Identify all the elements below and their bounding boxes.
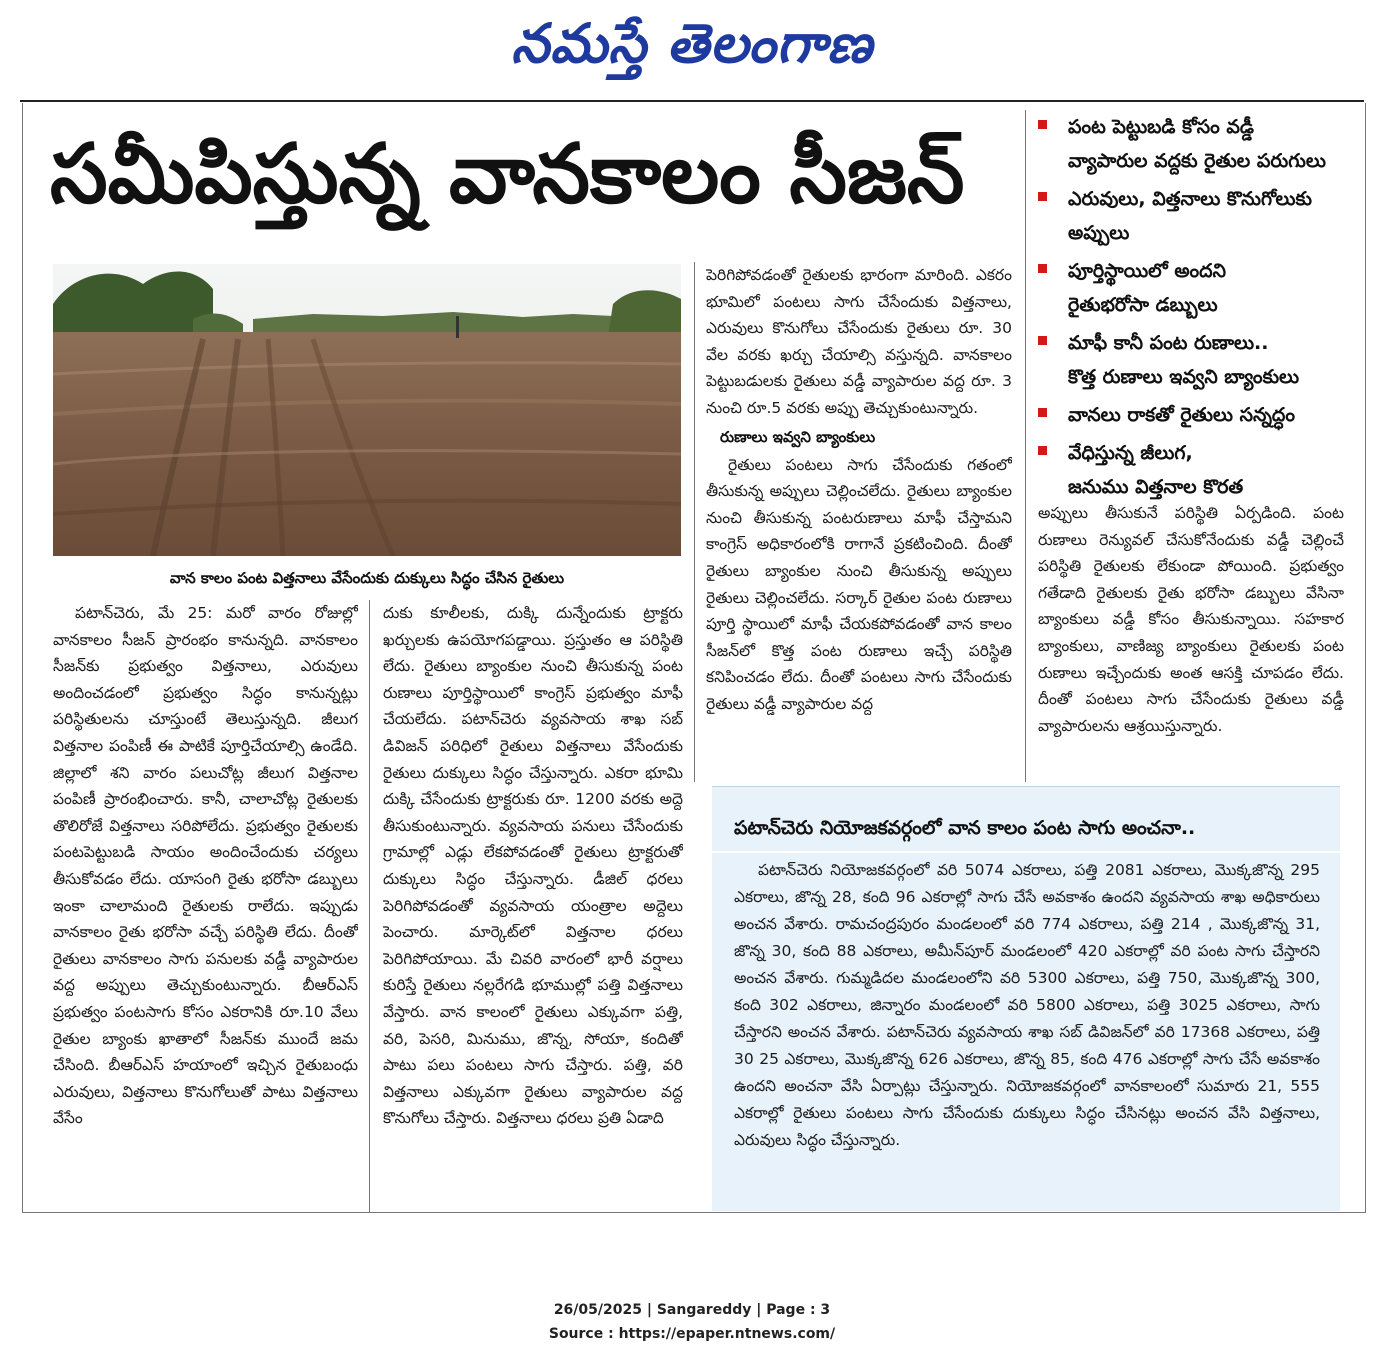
bullet-square-icon bbox=[1038, 336, 1047, 345]
article-paragraph: అప్పులు తీసుకునే పరిస్థితి ఏర్పడింది. పంట రుణాలు రెన్యువల్ చేసుకోనేందుకు వడ్డీ చెల్లించే పరిస్థితి రైతులకు లేకుండా పోయింది. ప్రభుత్వం గతేడాది రైతులకు రైతు భరోసా డబ్బులు వేసినా బ్యాంకులు వడ్డీ కోసం తీసుకున్నాయి. సహకార బ్యాంకులు, వాణిజ్య బ్యాంకులు రైతులకు పంట రుణాలు ఇచ్చేందుకు అంత ఆసక్తి చూపడం లేదు. దీంతో పంటలు సాగు చేసేందుకు రైతులు వడ్డీ వ్యాపారులను ఆశ్రయిస్తున్నారు. bbox=[1038, 504, 1344, 735]
box-divider bbox=[712, 851, 1340, 853]
field-photo bbox=[53, 264, 681, 556]
footer-source: Source : https://epaper.ntnews.com/ bbox=[548, 1326, 836, 1342]
article-column-4 bbox=[1038, 500, 1344, 770]
footer-dateline: 26/05/2025 | Sangareddy | Page : 3 bbox=[553, 1302, 831, 1318]
bullet-square-icon bbox=[1038, 408, 1047, 417]
crop-estimate-box bbox=[712, 786, 1340, 1211]
article-paragraph: పెరిగిపోవడంతో రైతులకు భారంగా మారింది. ఎకరం భూమిలో పంటలు సాగు చేసేందుకు విత్తనాలు, ఎరువులు కొనుగోలు చేసేందుకు రైతులు రూ. 30 వేల వరకు ఖర్చు చేయాల్సి వస్తున్నది. వానకాలం పెట్టుబడులకు రైతులు వడ్డీ వ్యాపారుల వద్ద రూ. 3 నుంచి రూ.5 వరకు అప్పు తెచ్చుకుంటున్నారు. bbox=[706, 266, 1012, 417]
bullet-square-icon bbox=[1038, 192, 1047, 201]
highlight-item bbox=[1038, 182, 1368, 250]
photo-caption: వాన కాలం పంట విత్తనాలు వేసేందుకు దుక్కులు సిద్ధం చేసిన రైతులు bbox=[169, 569, 565, 587]
highlight-item bbox=[1038, 326, 1368, 394]
box-body bbox=[734, 857, 1320, 1207]
highlights-list bbox=[1038, 110, 1368, 508]
highlight-item bbox=[1038, 254, 1368, 322]
box-title: పటాన్‌చెరు నియోజకవర్గంలో వాన కాలం పంట సాగు అంచనా.. bbox=[734, 817, 1196, 839]
highlight-line: ఎరువులు, విత్తనాలు కొనుగోలుకు bbox=[1068, 188, 1312, 210]
highlight-line: రైతుభరోసా డబ్బులు bbox=[1068, 294, 1218, 316]
article-paragraph: పటాన్‌చెరు, మే 25: మరో వారం రోజుల్లో వానకాలం సీజన్ ప్రారంభం కానున్నది. వానకాలం సీజన్‌కు ప్రభుత్వం విత్తనాలు, ఎరువులు అందించడంలో ప్రభుత్వం సిద్ధం కానున్నట్లు పరిస్థితులను చూస్తుంటే తెలుస్తున్నది. జీలుగ విత్తనాల పంపిణీ ఈ పాటికే పూర్తిచేయాల్సి ఉండేది. జిల్లాలో శని వారం పలుచోట్ల జీలుగ విత్తనాల పంపిణీ ప్రారంభించారు. కానీ, చాలాచోట్ల రైతులకు తొలిరోజే విత్తనాలు సరిపోలేదు. ప్రభుత్వం రైతులకు పంటపెట్టుబడి సాయం అందించేందుకు చర్యలు తీసుకోవడం లేదు. యాసంగి రైతు భరోసా డబ్బులు ఇంకా చాలామంది రైతులకు రాలేదు. ఇప్పుడు వానకాలం రైతు భరోసా వచ్చే పరిస్థితి లేదు. దీంతో రైతులు వానకాలం సాగు పనులకు వడ్డీ వ్యాపారుల వద్ద అప్పులు తెచ్చుకుంటున్నారు. బీఆర్‌ఎస్ ప్రభుత్వం పంటసాగు కోసం ఎకరానికి రూ.10 వేలు రైతుల బ్యాంకు ఖాతాలో సీజన్‌కు ముందే జమ చేసింది. బీఆర్‌ఎస్ హయాంలో ఇచ్చిన రైతుబంధు ఎరువులు, విత్తనాలు కొనుగోలుతో పాటు విత్తనాలు వేసేం bbox=[53, 604, 358, 1128]
highlight-line: వేధిస్తున్న జీలుగ, bbox=[1068, 442, 1193, 464]
highlight-line: కొత్త రుణాలు ఇవ్వని బ్యాంకులు bbox=[1068, 366, 1300, 388]
bottom-rule bbox=[22, 1212, 1366, 1213]
highlight-line: పూర్తిస్థాయిలో అందని bbox=[1068, 260, 1226, 282]
column-divider bbox=[369, 600, 370, 1212]
bullet-square-icon bbox=[1038, 446, 1047, 455]
article-column-1 bbox=[53, 600, 358, 1200]
article-paragraph: దుకు కూలీలకు, దుక్కి దున్నేందుకు ట్రాక్టరు ఖర్చులకు ఉపయోగపడ్డాయి. ప్రస్తుతం ఆ పరిస్థితి లేదు. రైతులు బ్యాంకుల నుంచి తీసుకున్న పంట రుణాలు పూర్తిస్థాయిలో కాంగ్రెస్ ప్రభుత్వం మాఫీ చేయలేదు. పటాన్‌చెరు వ్యవసాయ శాఖ సబ్ డివిజన్ పరిధిలో రైతులు విత్తనాలు వేసేందుకు రైతులు దుక్కులు సిద్ధం చేస్తున్నారు. ఎకరా భూమి దుక్కి చేసేందుకు ట్రాక్టరుకు రూ. 1200 వరకు అద్దె తీసుకుంటున్నారు. వ్యవసాయ పనులు చేసేందుకు గ్రామాల్లో ఎడ్లు లేకపోవడంతో రైతులు ట్రాక్టరుతో దుక్కులు సిద్ధం చేస్తున్నారు. డీజిల్ ధరలు పెరిగిపోవడంతో వ్యవసాయ యంత్రాల అద్దెలు పెంచారు. మార్కెట్‌లో విత్తనాల ధరలు పెరిగిపోయాయి. మే చివరి వారంలో భారీ వర్షాలు కురిస్తే రైతులు నల్లరేగడి భూముల్లో పత్తి విత్తనాలు వేస్తారు. వాన కాలంలో రైతులు ఎక్కువగా పత్తి, వరి, పెసరి, మినుము, జొన్న, సోయా, కందితో పాటు పలు పంటలు సాగు చేస్తారు. పత్తి, వరి విత్తనాలు ఎక్కువగా రైతులు వ్యాపారుల వద్ద కొనుగోలు చేస్తారు. విత్తనాలు ధరలు ప్రతి ఏడాది bbox=[383, 604, 683, 1128]
column-divider bbox=[694, 262, 695, 782]
box-paragraph: పటాన్‌చెరు నియోజకవర్గంలో వరి 5074 ఎకరాలు, పత్తి 2081 ఎకరాలు, మొక్కజొన్న 295 ఎకరాలు, జొన్న 28, కంది 96 ఎకరాల్లో సాగు చేసే అవకాశం ఉందని వ్యవసాయ శాఖ అధికారులు అంచన వేశారు. రామచంద్రపురం మండలంలో వరి 774 ఎకరాలు, పత్తి 214 , మొక్కజొన్న 31, జొన్న 30, కంది 88 ఎకరాలు, అమీన్‌పూర్ మండలంలో 420 ఎకరాల్లో వరి పంట సాగు చేస్తారని అంచన వేశారు. గుమ్మడిదల మండలంలోని వరి 5300 ఎకరాలు, పత్తి 750, మొక్కజొన్న 300, కంది 302 ఎకరాలు, జిన్నారం మండలంలో వరి 5800 ఎకరాలు, పత్తి 3025 ఎకరాలు, సాగు చేస్తారని అంచన వేశారు. పటాన్‌చెరు వ్యవసాయ శాఖ సబ్ డివిజన్‌లో వరి 17368 ఎకరాలు, పత్తి 30 25 ఎకరాలు, మొక్కజొన్న 626 ఎకరాలు, జొన్న 85, కంది 476 ఎకరాల్లో సాగు చేసే అవకాశం ఉందని అంచనా వేసి ఏర్పాట్లు చేస్తున్నారు. నియోజకవర్గంలో వానకాలంలో సుమారు 21, 555 ఎకరాల్లో రైతులు పంటలు సాగు చేసేందుకు దుక్కులు సిద్ధం చేసినట్లు అంచన వేసి విత్తనాలు, ఎరువులు సిద్ధం చేస్తున్నారు. bbox=[734, 861, 1320, 1149]
headline: సమీపిస్తున్న వానకాలం సీజన్ bbox=[50, 127, 965, 222]
column-divider bbox=[1025, 110, 1026, 782]
highlight-line: పంట పెట్టుబడి కోసం వడ్డీ bbox=[1068, 116, 1254, 138]
highlight-line: మాఫీ కానీ పంట రుణాలు.. bbox=[1068, 332, 1269, 354]
column-divider bbox=[22, 103, 23, 1213]
highlight-item bbox=[1038, 436, 1368, 504]
highlight-line: జనుము విత్తనాల కొరత bbox=[1068, 476, 1244, 498]
bullet-square-icon bbox=[1038, 264, 1047, 273]
highlight-line: వానలు రాకతో రైతులు సన్నద్ధం bbox=[1068, 404, 1295, 426]
bullet-square-icon bbox=[1038, 120, 1047, 129]
highlight-line: అప్పులు bbox=[1068, 222, 1130, 244]
article-paragraph: రైతులు పంటలు సాగు చేసేందుకు గతంలో తీసుకున్న అప్పులు చెల్లించలేదు. రైతులు బ్యాంకుల నుంచి తీసుకున్న పంటరుణాలు మాఫీ చేస్తామని కాంగ్రెస్ అధికారంలోకి రాగానే ప్రకటించింది. దీంతో రైతులు బ్యాంకుల నుంచి తీసుకున్న అప్పులు రైతులు చెల్లించలేదు. సర్కార్ రైతుల పంట రుణాలు పూర్తి స్థాయిలో మాఫీ చేయకపోవడంతో వాన కాలం సీజన్‌లో కొత్త పంట రుణాలు ఇచ్చే పరిస్థితి కనిపించడం లేదు. దీంతో పంటలు సాగు చేసేందుకు రైతులు వడ్డీ వ్యాపారుల వద్ద bbox=[706, 455, 1012, 713]
top-rule bbox=[20, 100, 1364, 102]
article-column-2 bbox=[383, 600, 683, 1200]
article-subheading: రుణాలు ఇవ్వని బ్యాంకులు bbox=[720, 427, 876, 446]
highlight-item bbox=[1038, 398, 1368, 432]
article-column-3 bbox=[706, 262, 1012, 782]
masthead-logo: నమస్తే తెలంగాణ bbox=[511, 11, 873, 75]
highlight-line: వ్యాపారుల వద్దకు రైతుల పరుగులు bbox=[1068, 150, 1326, 172]
highlight-item bbox=[1038, 110, 1368, 178]
